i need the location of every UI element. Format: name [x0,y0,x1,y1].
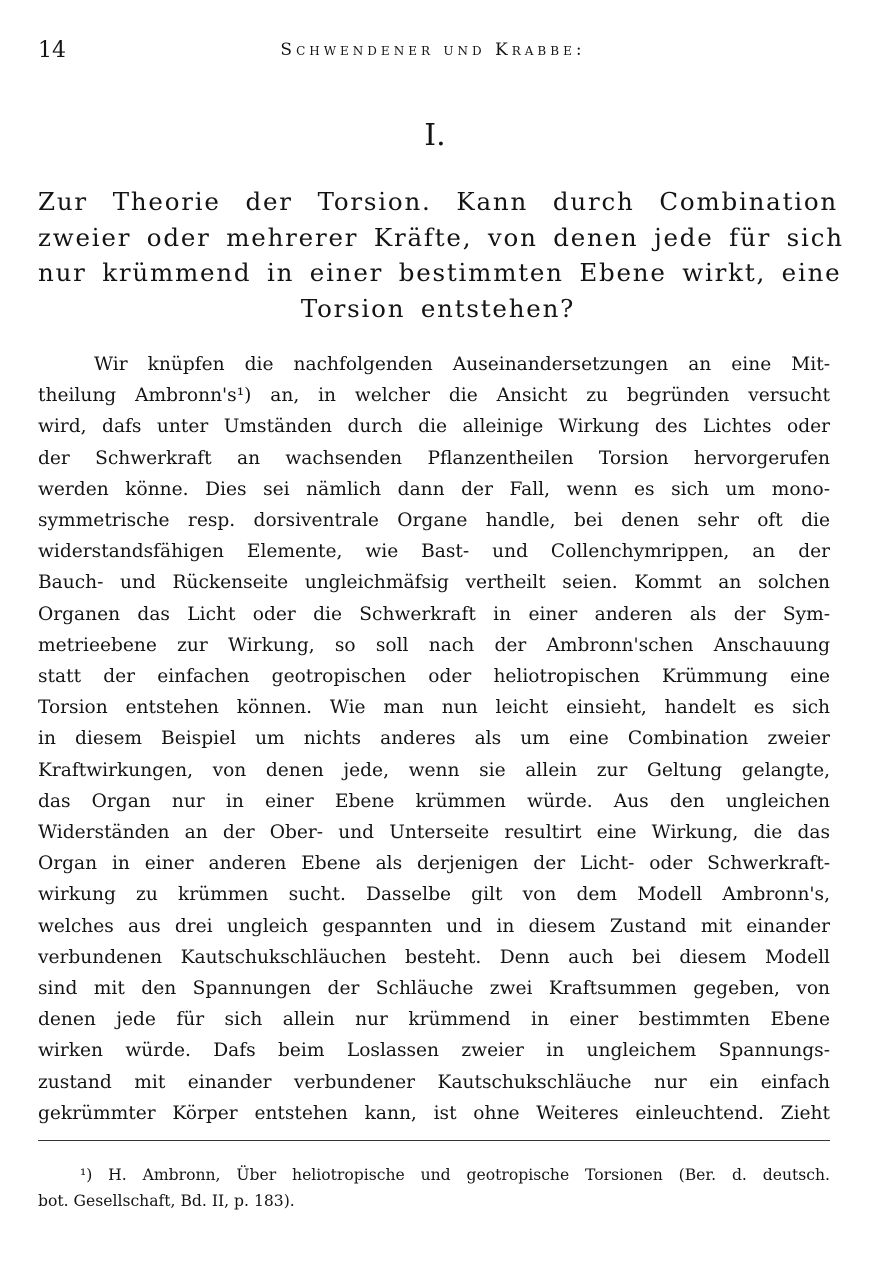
section-heading [38,184,844,326]
footnote-line: ¹) H. Ambronn, Über heliotropische und geotropische Torsionen (Ber. d. deutsch. [80,1166,830,1184]
body-line: Organen das Licht oder die Schwerkraft in einer anderen als der Sym- [38,603,830,625]
footnote-line: bot. Gesellschaft, Bd. II, p. 183). [38,1192,295,1210]
running-head [38,38,828,68]
body-line: metrieebene zur Wirkung, so soll nach der Ambronn'schen Anschauung [38,634,830,656]
heading-line: Torsion entstehen? [300,293,576,323]
page-number: 14 [38,38,66,63]
body-paragraph [38,349,830,1129]
section-numeral: I. [424,118,446,153]
body-line: theilung Ambronn's¹) an, in welcher die Ansicht zu begründen versucht [38,385,830,407]
body-line: wird, dafs unter Umständen durch die alleinige Wirkung des Lichtes oder [38,416,830,438]
body-line: symmetrische resp. dorsiventrale Organe handle, bei denen sehr oft die [38,510,830,532]
body-line: statt der einfachen geotropischen oder heliotropischen Krümmung eine [38,666,830,688]
footnote [38,1162,830,1214]
body-line: Widerständen an der Ober- und Unterseite resultirt eine Wirkung, die das [38,822,830,844]
heading-line: nur krümmend in einer bestimmten Ebene wirkt, eine [38,258,842,287]
body-line: verbundenen Kautschukschläuchen besteht. Denn auch bei diesem Modell [38,946,830,968]
body-line: wirken würde. Dafs beim Loslassen zweier in ungleichem Spannungs- [38,1040,830,1062]
body-line: das Organ nur in einer Ebene krümmen würde. Aus den ungleichen [38,790,830,812]
heading-line: zweier oder mehrerer Kräfte, von denen jede für sich [38,222,844,252]
heading-line: Zur Theorie der Torsion. Kann durch Combination [38,187,838,216]
body-line: Organ in einer anderen Ebene als derjenigen der Licht- oder Schwerkraft- [38,853,830,875]
body-line: welches aus drei ungleich gespannten und in diesem Zustand mit einander [38,915,830,937]
running-head-title: Schwendener und Krabbe: [280,40,586,60]
body-line: in diesem Beispiel um nichts anderes als um eine Combination zweier [38,728,830,750]
body-line: gekrümmter Körper entstehen kann, ist ohne Weiteres einleuchtend. Zieht [38,1102,830,1124]
body-line: Kraftwirkungen, von denen jede, wenn sie allein zur Geltung gelangte, [38,759,830,781]
body-line: Bauch- und Rückenseite ungleichmäfsig vertheilt seien. Kommt an solchen [38,572,830,594]
body-line: der Schwerkraft an wachsenden Pflanzentheilen Torsion hervorgerufen [38,447,830,469]
body-line: sind mit den Spannungen der Schläuche zwei Kraftsummen gegeben, von [38,978,830,1000]
body-line: denen jede für sich allein nur krümmend in einer bestimmten Ebene [38,1009,830,1031]
body-line: Torsion entstehen können. Wie man nun leicht einsieht, handelt es sich [38,697,830,719]
body-line: zustand mit einander verbundener Kautschukschläuche nur ein einfach [38,1071,830,1093]
body-line: widerstandsfähigen Elemente, wie Bast- und Collenchymrippen, an der [38,541,830,563]
body-line: werden könne. Dies sei nämlich dann der Fall, wenn es sich um mono- [38,478,830,500]
footnote-divider [38,1140,830,1141]
body-line: wirkung zu krümmen sucht. Dasselbe gilt von dem Modell Ambronn's, [38,884,830,906]
body-line: Wir knüpfen die nachfolgenden Auseinandersetzungen an eine Mit- [94,354,830,375]
